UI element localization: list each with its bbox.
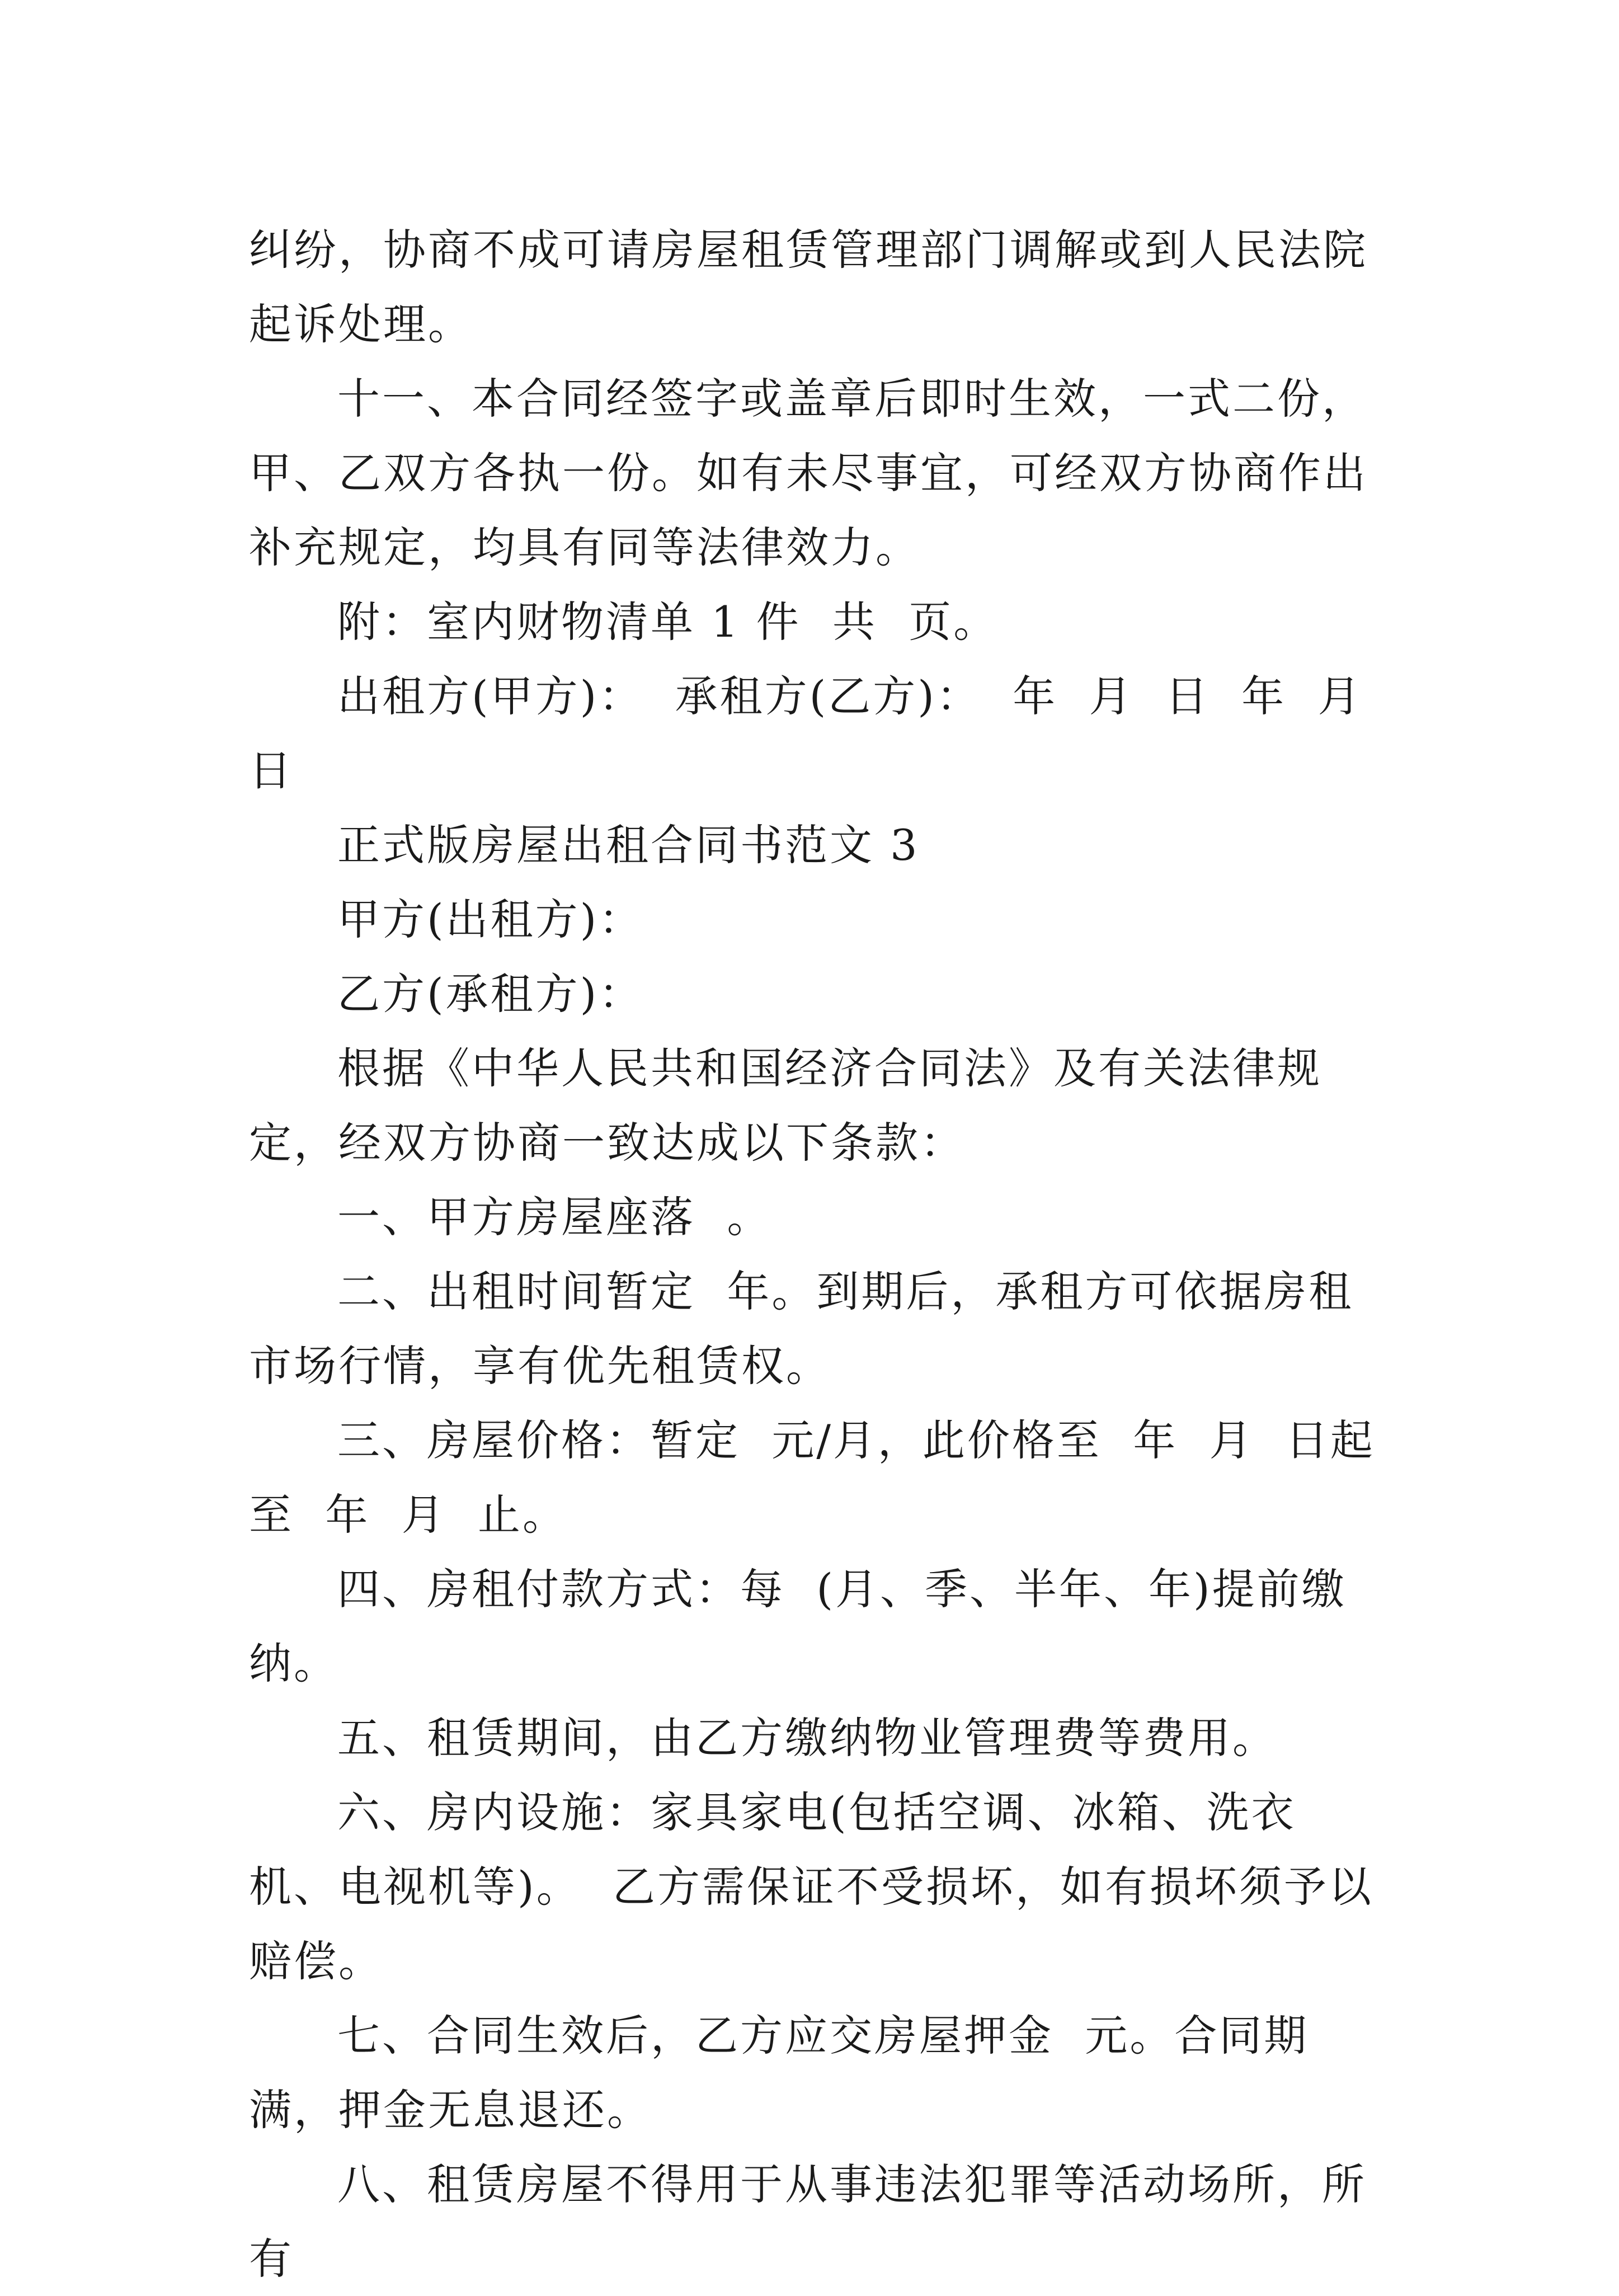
paragraph-preamble: 根据《中华人民共和国经济合同法》及有关法律规定，经双方协商一致达成以下条款：	[249, 1043, 1322, 1168]
paragraph-clause-7: 七、合同生效后，乙方应交房屋押金 元。合同期满，押金无息退还。	[249, 2011, 1309, 2135]
paragraph-clause-1: 一、甲方房屋座落 。	[337, 1192, 772, 1242]
party-b-line: 乙方(承租方)：	[337, 969, 644, 1019]
paragraph-clause-4: 四、房租付款方式：每 (月、季、半年、年)提前缴纳。	[249, 1564, 1347, 1688]
party-a-line: 甲方(出租方)：	[337, 895, 644, 944]
document-body	[249, 213, 1394, 2296]
paragraph-clause-11: 十一、本合同经签字或盖章后即时生效，一式二份，甲、乙双方各执一份。如有未尽事宜，可经双方协商作出补充规定，均具有同等法律效力。	[249, 374, 1368, 572]
paragraph-clause-2: 二、出租时间暂定 年。到期后，承租方可依据房租市场行情，享有优先租赁权。	[249, 1267, 1354, 1391]
paragraph-clause-6: 六、房内设施：家具家电(包括空调、冰箱、洗衣机、电视机等)。 乙方需保证不受损坏，如有损坏须予以赔偿。	[249, 1787, 1373, 1986]
paragraph-dispute-continuation: 纠纷，协商不成可请房屋租赁管理部门调解或到人民法院起诉处理。	[249, 225, 1368, 349]
paragraph-signature-line: 出租方(甲方)： 承租方(乙方)： 年 月 日 年 月 日	[249, 671, 1394, 796]
paragraph-appendix: 附：室内财物清单 1 件 共 页。	[337, 597, 999, 647]
paragraph-clause-3: 三、房屋价格：暂定 元/月，此价格至 年 月 日起至 年 月 止。	[249, 1415, 1375, 1540]
section-title: 正式版房屋出租合同书范文 3	[337, 820, 920, 870]
paragraph-clause-5: 五、租赁期间，由乙方缴纳物业管理费等费用。	[337, 1713, 1277, 1763]
paragraph-clause-8: 八、租赁房屋不得用于从事违法犯罪等活动场所，所有	[249, 2159, 1367, 2284]
